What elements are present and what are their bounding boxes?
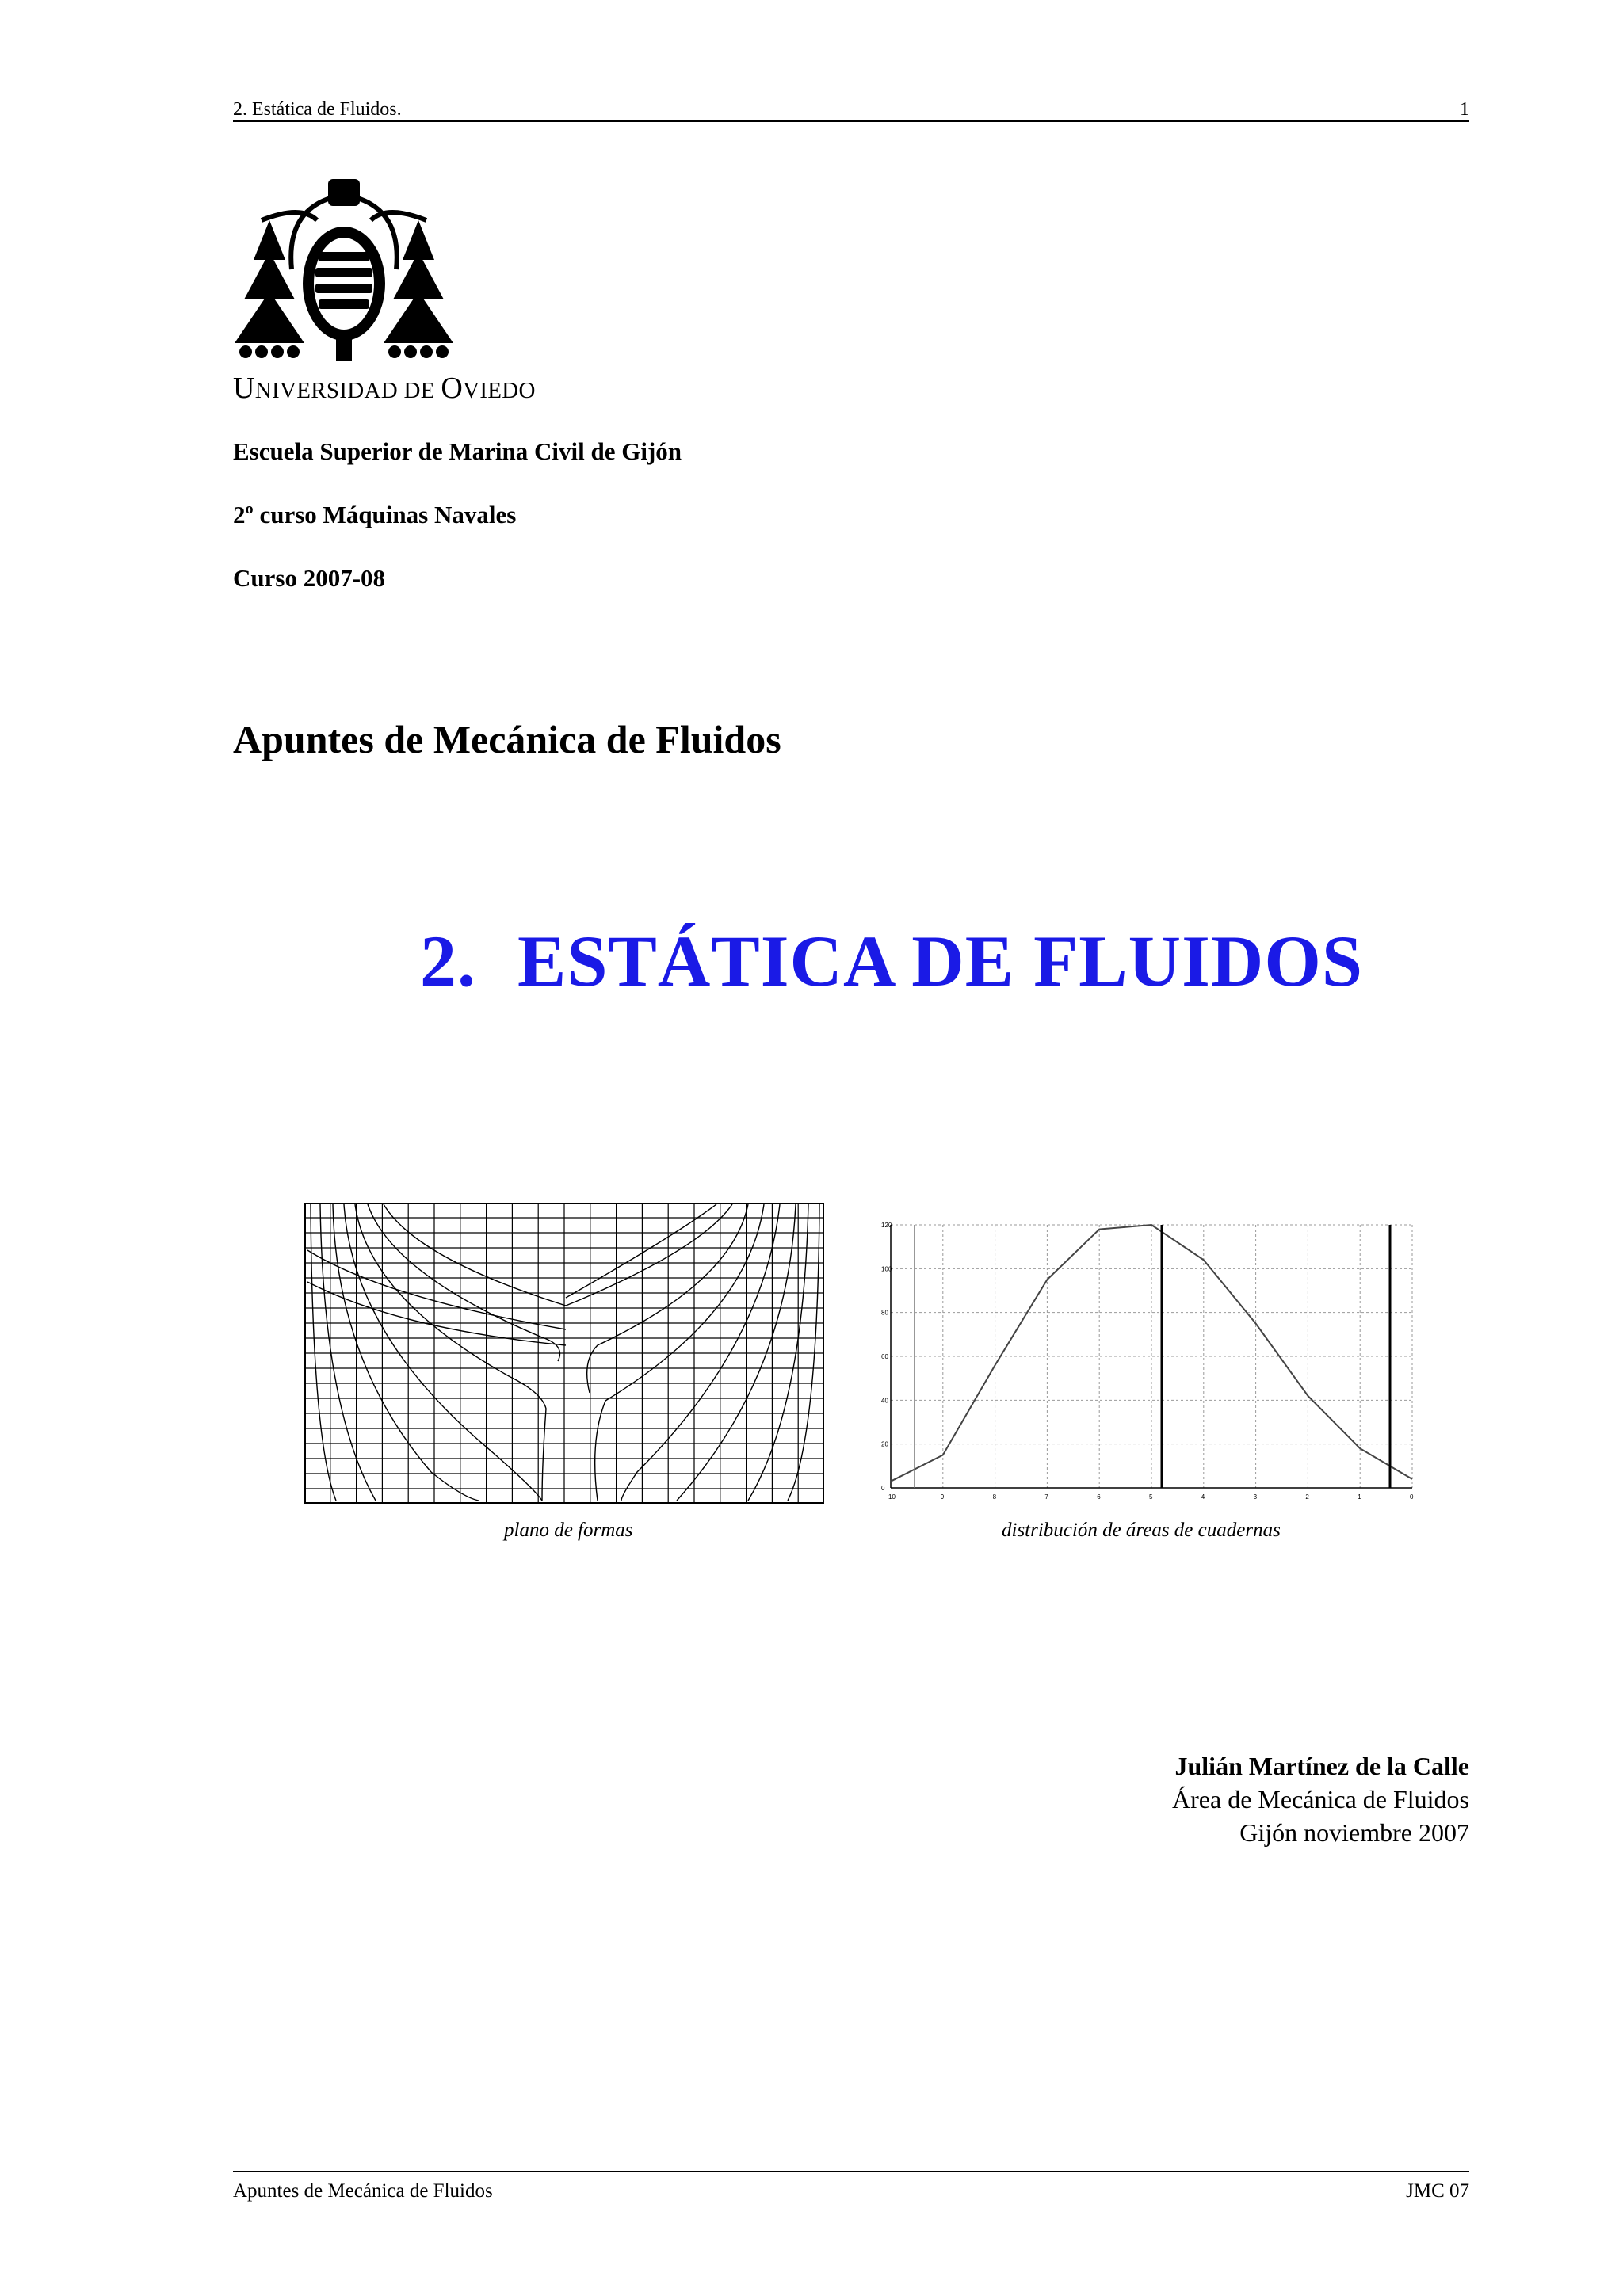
page-number: 1	[1460, 99, 1469, 120]
chart-ytick-label: 0	[881, 1485, 885, 1492]
chart-xtick-label: 9	[940, 1493, 945, 1501]
author-block	[1172, 1749, 1469, 1849]
document-title: Apuntes de Mecánica de Fluidos	[233, 717, 781, 761]
chart-xtick-label: 1	[1358, 1493, 1361, 1501]
caption-body-plan: plano de formas	[504, 1520, 633, 1541]
chart-xtick-label: 6	[1097, 1493, 1101, 1501]
school-name: Escuela Superior de Marina Civil de Gijón	[233, 437, 682, 465]
chart-xtick-label: 4	[1201, 1493, 1205, 1501]
chart-ytick-label: 120	[881, 1222, 892, 1229]
page-footer	[233, 2171, 1469, 2203]
chart-ytick-label: 20	[881, 1440, 888, 1448]
chart-ytick-label: 80	[881, 1309, 888, 1317]
caption-area-distribution: distribución de áreas de cuadernas	[1002, 1520, 1281, 1541]
author-place-date: Gijón noviembre 2007	[1239, 1818, 1469, 1847]
footer-title: Apuntes de Mecánica de Fluidos	[233, 2180, 493, 2202]
chart-xtick-label: 10	[888, 1493, 896, 1501]
header-title: 2. Estática de Fluidos.	[233, 99, 402, 120]
chart-ytick-label: 100	[881, 1265, 892, 1273]
page-header	[233, 100, 1469, 122]
chart-ytick-label: 40	[881, 1397, 888, 1405]
university-crest-logo	[230, 173, 458, 371]
author-name: Julián Martínez de la Calle	[1174, 1752, 1469, 1780]
chart-xtick-label: 0	[1410, 1493, 1414, 1501]
course-name: 2º curso Máquinas Navales	[233, 501, 517, 528]
chart-xtick-label: 5	[1149, 1493, 1153, 1501]
chart-xtick-label: 8	[992, 1493, 997, 1501]
chart-ytick-label: 60	[881, 1353, 888, 1360]
chart-xtick-label: 7	[1044, 1493, 1048, 1501]
author-department: Área de Mecánica de Fluidos	[1172, 1785, 1469, 1814]
sectional-area-chart	[880, 1209, 1426, 1518]
chapter-number: 2.	[420, 921, 476, 1001]
academic-year: Curso 2007-08	[233, 564, 386, 592]
chapter-title	[420, 919, 1363, 1003]
footer-initials: JMC 07	[1406, 2180, 1469, 2202]
university-name: UNIVERSIDAD DE OVIEDO	[233, 372, 536, 405]
ship-body-plan-figure	[304, 1203, 824, 1504]
chapter-name: ESTÁTICA DE FLUIDOS	[517, 921, 1364, 1001]
chart-xtick-label: 2	[1305, 1493, 1309, 1501]
chart-xtick-label: 3	[1253, 1493, 1258, 1501]
